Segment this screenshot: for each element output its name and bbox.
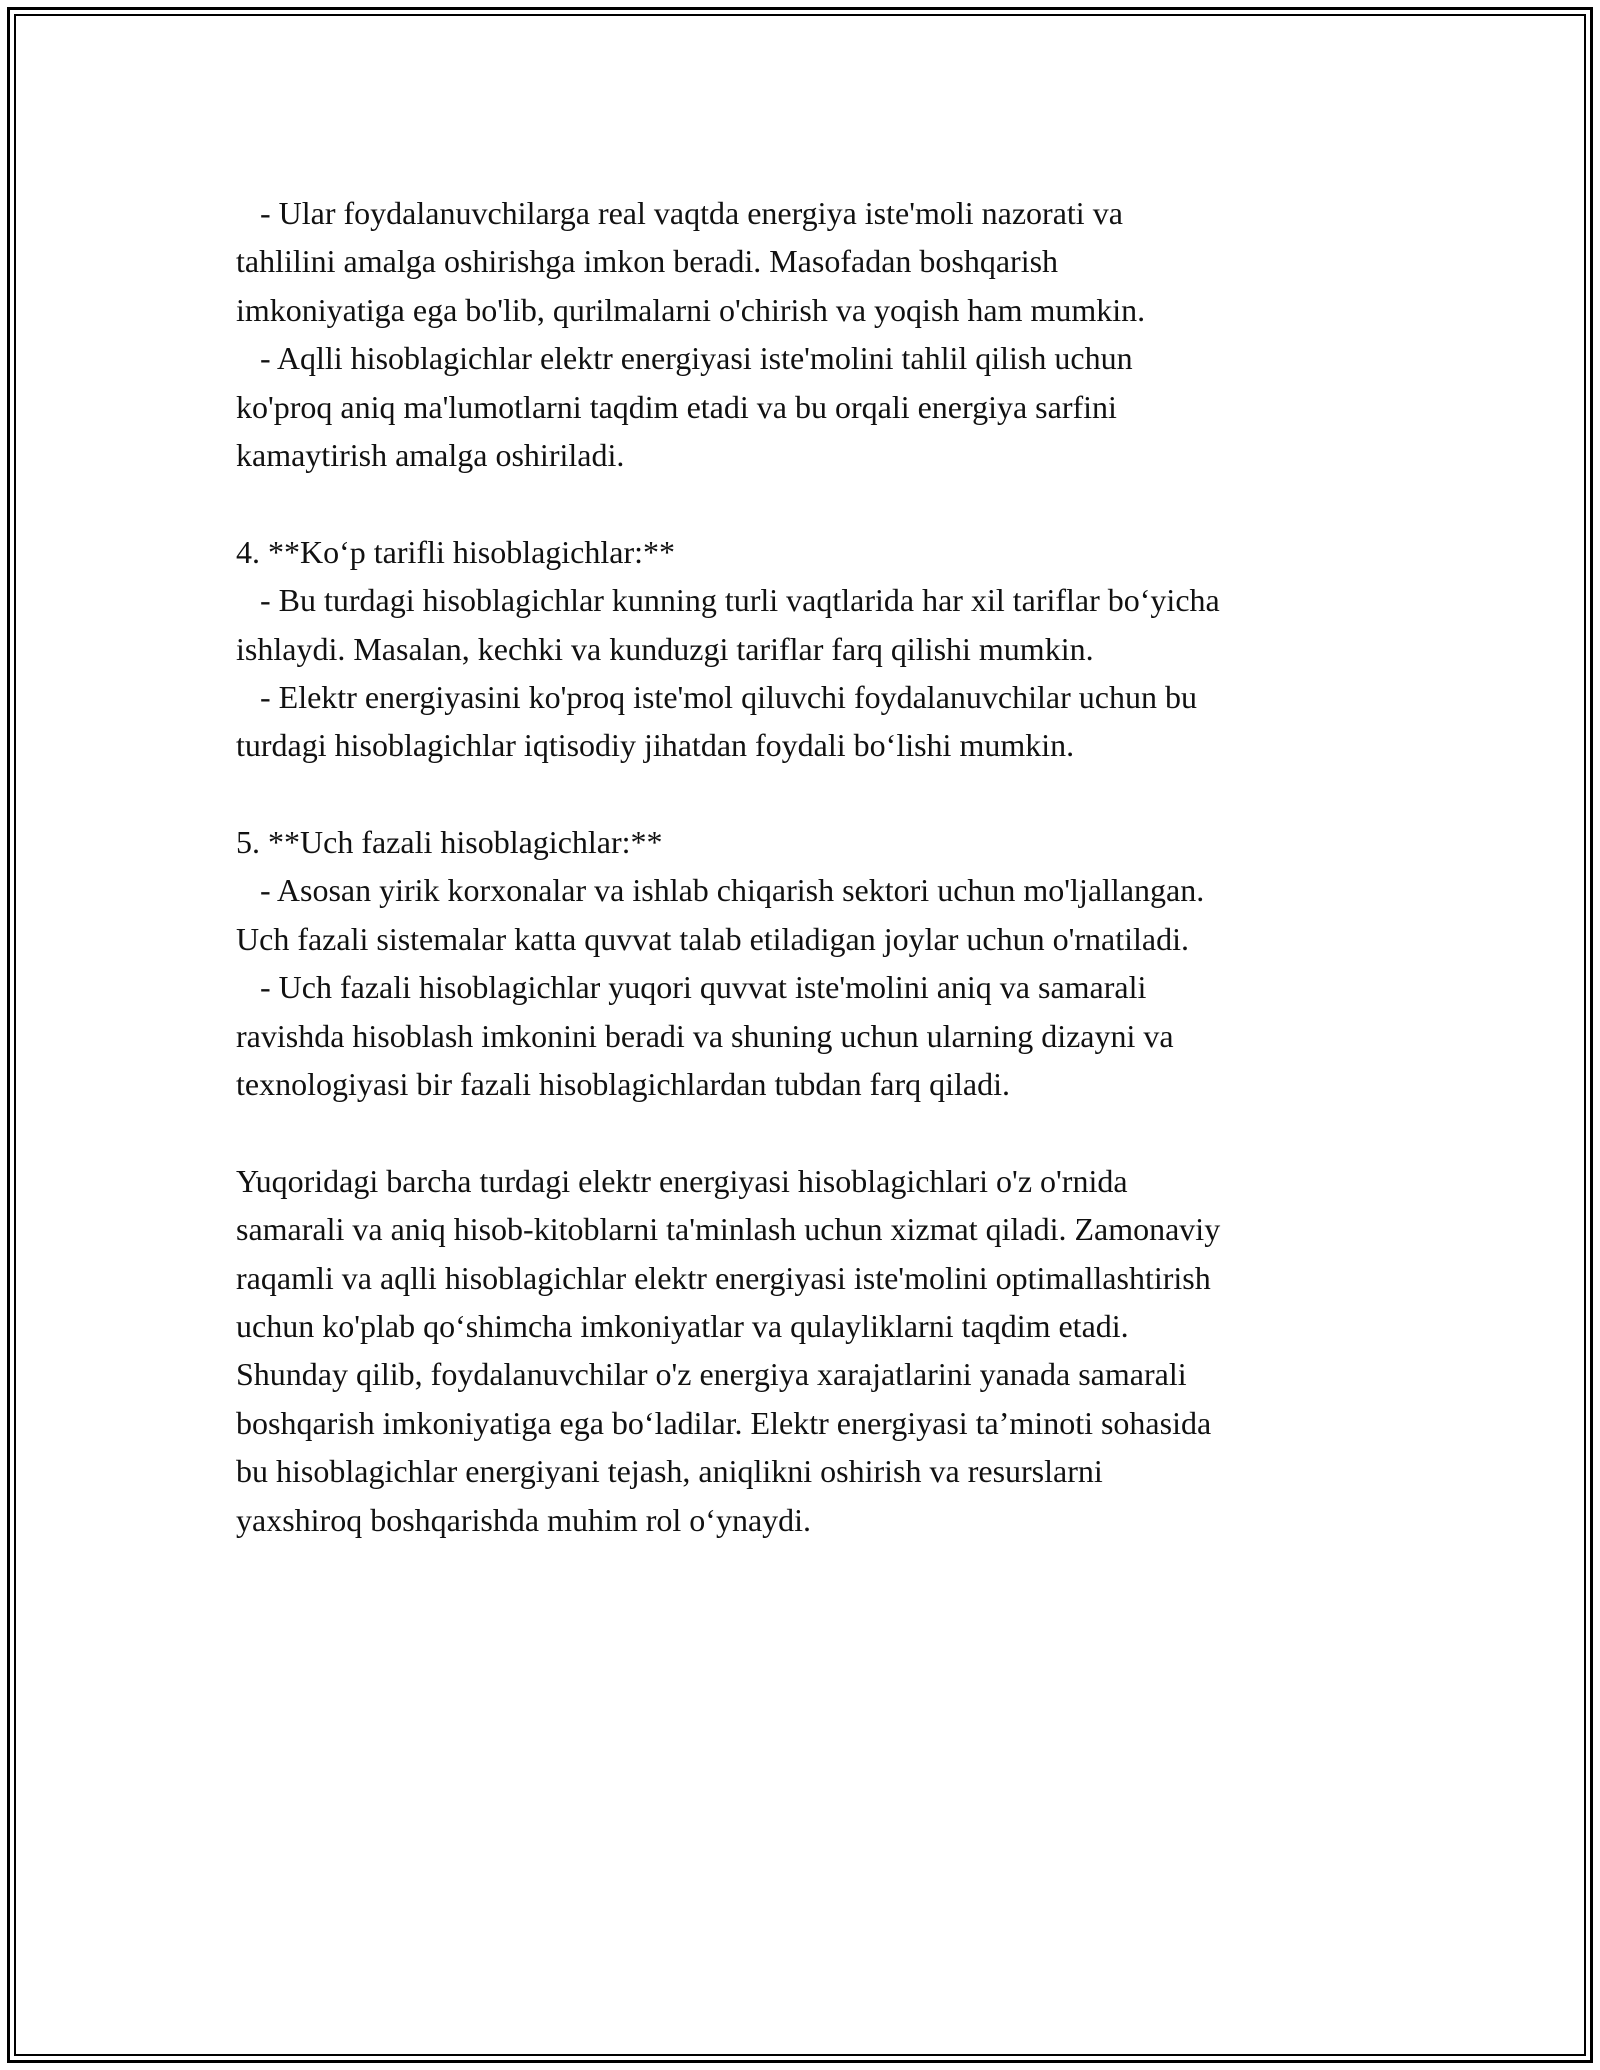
text-line: - Ular foydalanuvchilarga real vaqtda energiya iste'moli nazorati va bbox=[236, 195, 1123, 231]
text-line: ishlaydi. Masalan, kechki va kunduzgi tariflar farq qilishi mumkin. bbox=[236, 630, 1094, 667]
text-line: turdagi hisoblagichlar iqtisodiy jihatdan foydali bo‘lishi mumkin. bbox=[236, 727, 1075, 764]
text-line: yaxshiroq boshqarishda muhim rol o‘ynaydi. bbox=[236, 1501, 812, 1538]
document-body bbox=[236, 189, 1416, 1544]
text-line: raqamli va aqlli hisoblagichlar elektr energiyasi iste'molini optimallashtirish bbox=[236, 1259, 1211, 1296]
text-line: texnologiyasi bir fazali hisoblagichlardan tubdan farq qiladi. bbox=[236, 1066, 1010, 1103]
text-line: - Elektr energiyasini ko'proq iste'mol qiluvchi foydalanuvchilar uchun bu bbox=[236, 678, 1197, 715]
text-line: kamaytirish amalga oshiriladi. bbox=[236, 436, 625, 473]
paragraph-spacer bbox=[236, 1108, 1416, 1156]
text-line: - Uch fazali hisoblagichlar yuqori quvvat iste'molini aniq va samarali bbox=[236, 969, 1147, 1006]
text-line: - Bu turdagi hisoblagichlar kunning turli vaqtlarida har xil tariflar bo‘yicha bbox=[236, 582, 1220, 619]
text-line: Yuqoridagi barcha turdagi elektr energiyasi hisoblagichlari o'z o'rnida bbox=[236, 1162, 1128, 1199]
section-multi-tariff-meters bbox=[236, 528, 1416, 770]
text-line: Shunday qilib, foydalanuvchilar o'z energiya xarajatlarini yanada samarali bbox=[236, 1356, 1187, 1393]
text-line: imkoniyatiga ega bo'lib, qurilmalarni o'chirish va yoqish ham mumkin. bbox=[236, 291, 1146, 328]
paragraph-spacer bbox=[236, 770, 1416, 818]
text-line: bu hisoblagichlar energiyani tejash, aniqlikni oshirish va resurslarni bbox=[236, 1453, 1103, 1490]
text-line: - Aqlli hisoblagichlar elektr energiyasi iste'molini tahlil qilish uchun bbox=[236, 340, 1133, 377]
section-heading: 5. **Uch fazali hisoblagichlar:** bbox=[236, 824, 663, 861]
text-line: ravishda hisoblash imkonini beradi va shuning uchun ularning dizayni va bbox=[236, 1017, 1174, 1054]
text-line: boshqarish imkoniyatiga ega bo‘ladilar. Elektr energiyasi ta’minoti sohasida bbox=[236, 1404, 1212, 1441]
section-heading: 4. **Ko‘p tarifli hisoblagichlar:** bbox=[236, 533, 676, 570]
text-line: tahlilini amalga oshirishga imkon beradi. Masofadan boshqarish bbox=[236, 243, 1059, 280]
text-line: samarali va aniq hisob-kitoblarni ta'minlash uchun xizmat qiladi. Zamonaviy bbox=[236, 1211, 1221, 1248]
text-line: - Asosan yirik korxonalar va ishlab chiqarish sektori uchun mo'ljallangan. bbox=[236, 872, 1205, 909]
text-line: Uch fazali sistemalar katta quvvat talab etiladigan joylar uchun o'rnatiladi. bbox=[236, 920, 1189, 957]
text-line: uchun ko'plab qo‘shimcha imkoniyatlar va qulayliklarni taqdim etadi. bbox=[236, 1307, 1129, 1344]
text-line: ko'proq aniq ma'lumotlarni taqdim etadi va bu orqali energiya sarfini bbox=[236, 388, 1117, 425]
paragraph-smart-meters-continued bbox=[236, 189, 1416, 479]
section-three-phase-meters bbox=[236, 818, 1416, 1108]
paragraph-spacer bbox=[236, 479, 1416, 527]
paragraph-conclusion bbox=[236, 1157, 1416, 1544]
